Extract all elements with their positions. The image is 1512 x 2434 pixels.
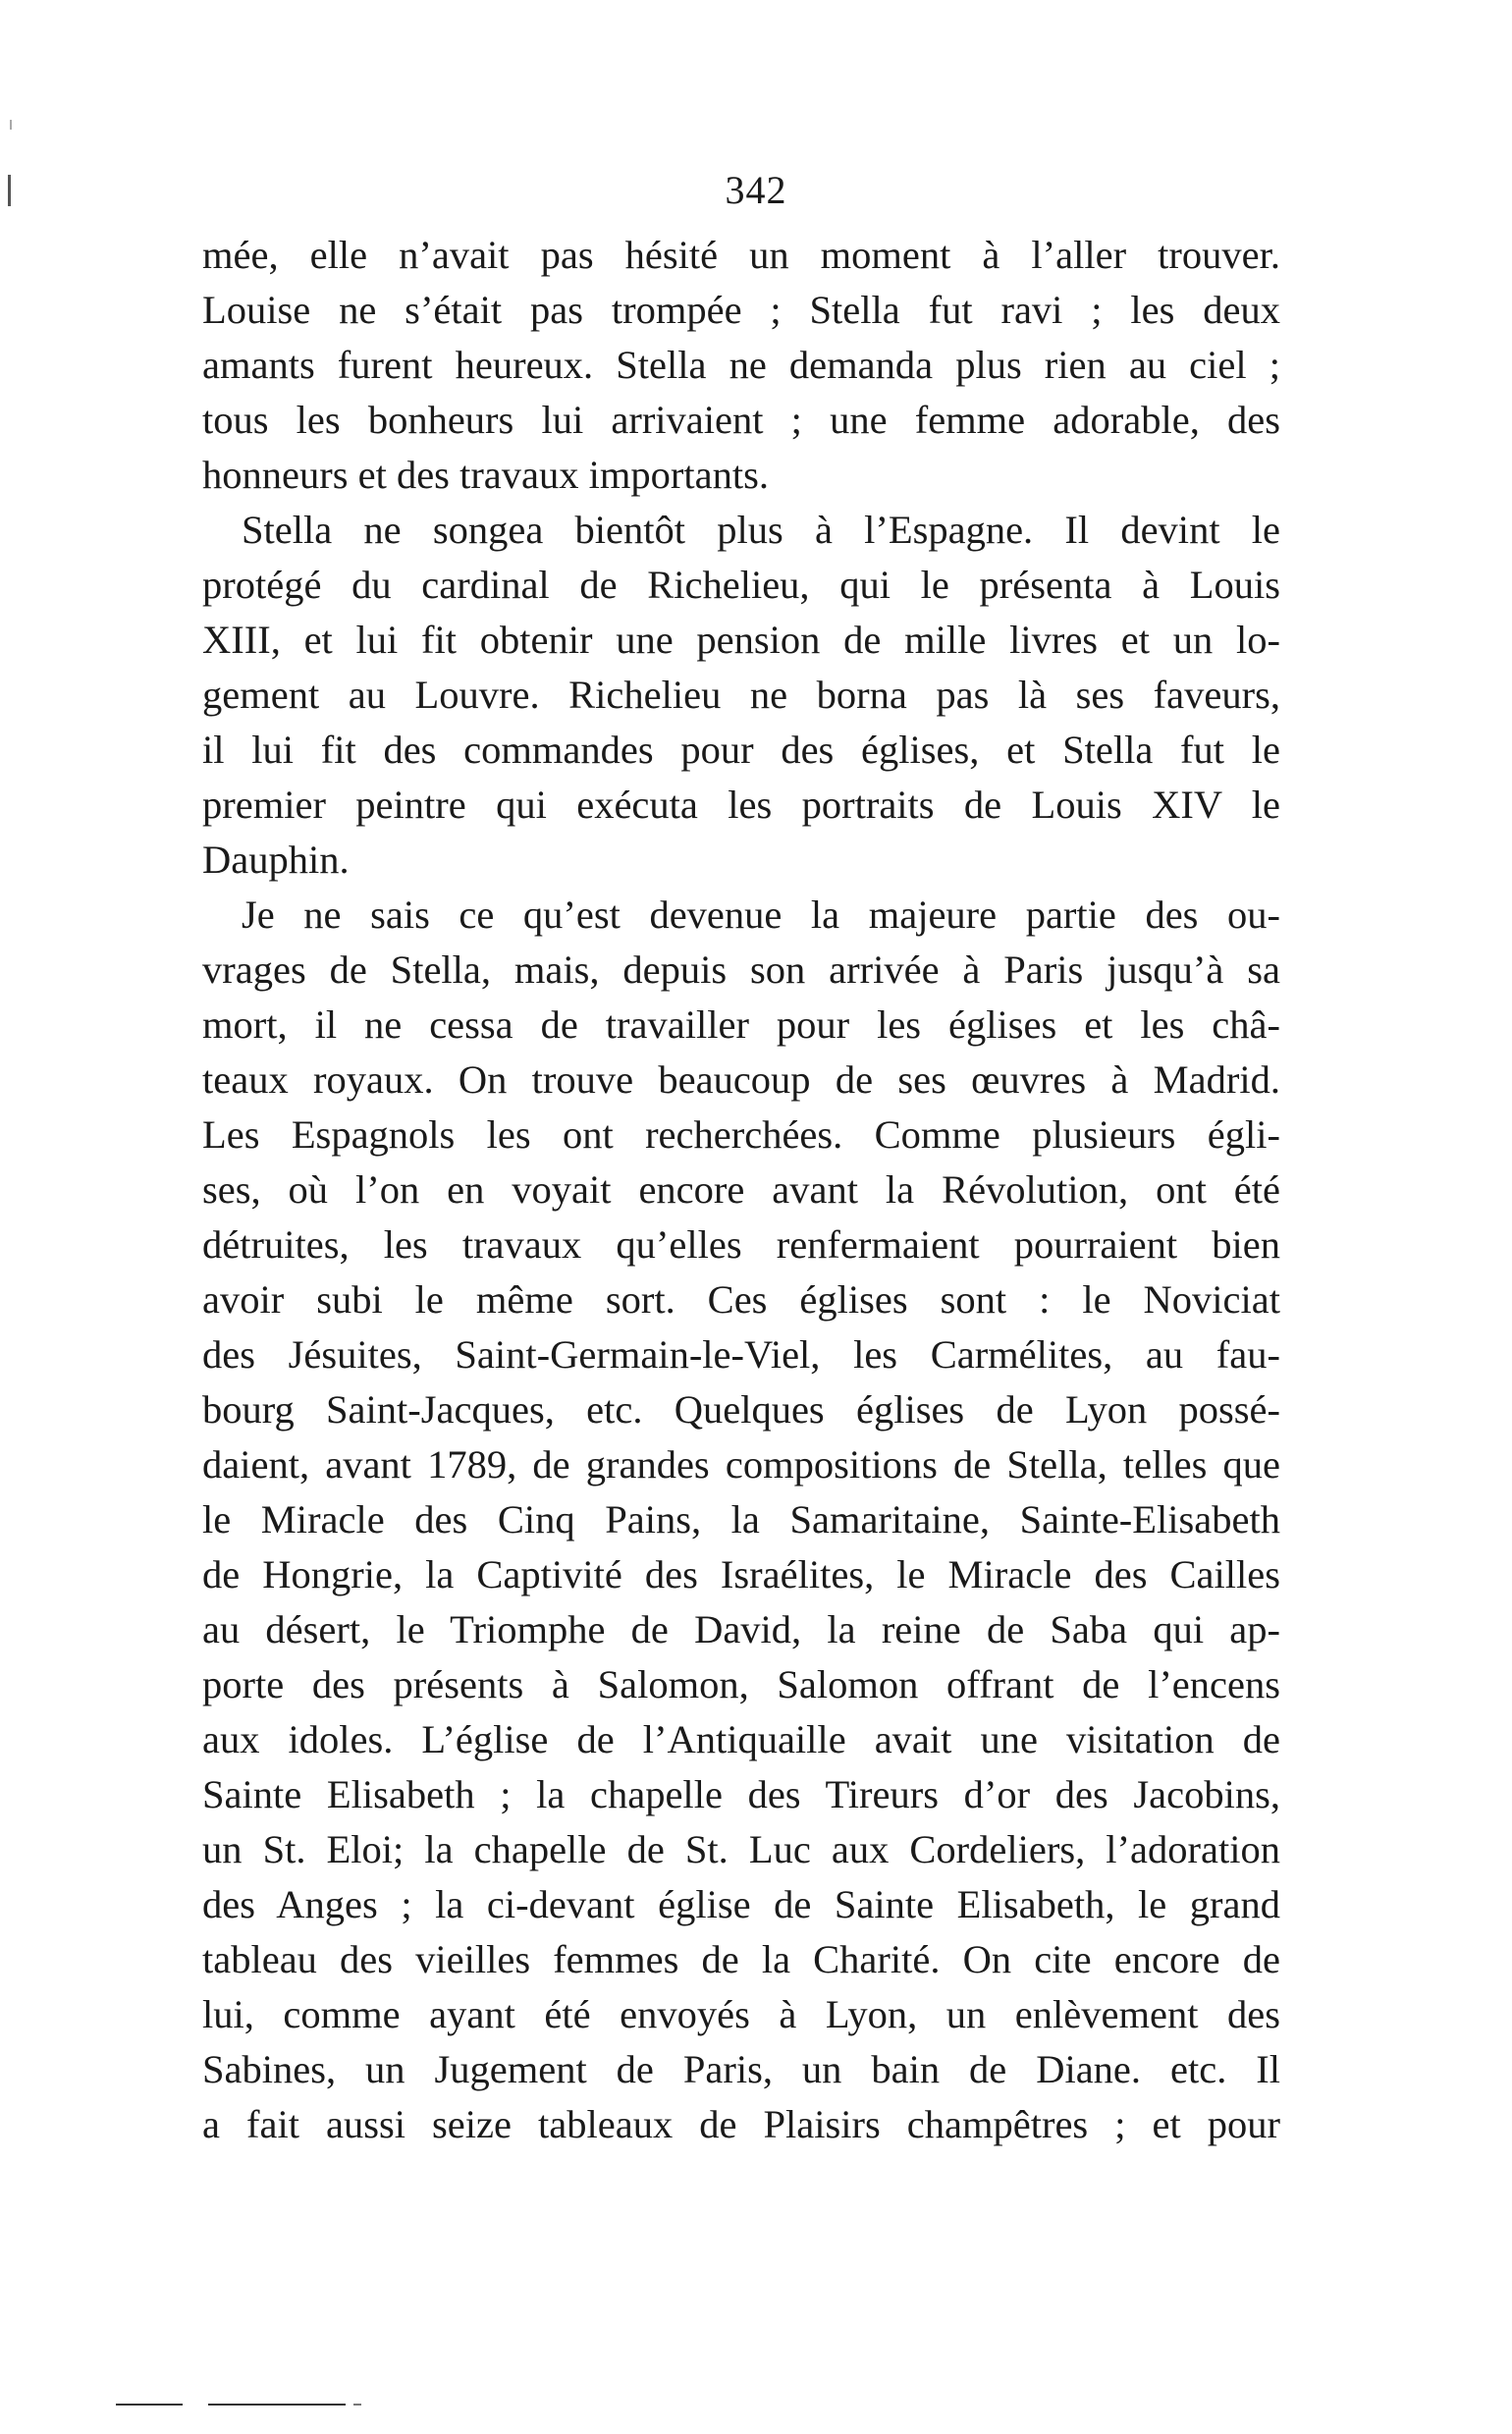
text-line: amants furent heureux. Stella ne demanda plus rien au ciel ;	[202, 343, 1280, 387]
text-line: porte des présents à Salomon, Salomon offrant de l’encens	[202, 1662, 1280, 1706]
text-line: un St. Eloi; la chapelle de St. Luc aux Cordeliers, l’adoration	[202, 1827, 1280, 1871]
text-line: Sainte Elisabeth ; la chapelle des Tireurs d’or des Jacobins,	[202, 1772, 1280, 1816]
footer-rule	[116, 2404, 183, 2406]
text-line: lui, comme ayant été envoyés à Lyon, un enlèvement des	[202, 1992, 1280, 2036]
text-line: a fait aussi seize tableaux de Plaisirs champêtres ; et pour	[202, 2102, 1280, 2146]
margin-mark	[10, 120, 12, 130]
footer-rule	[208, 2404, 346, 2406]
text-line: aux idoles. L’église de l’Antiquaille avait une visitation de	[202, 1717, 1280, 1761]
text-line: vrages de Stella, mais, depuis son arrivée à Paris jusqu’à sa	[202, 947, 1280, 992]
text-line: le Miracle des Cinq Pains, la Samaritaine, Sainte-Elisabeth	[202, 1497, 1280, 1542]
text-line: Dauphin.	[202, 838, 350, 882]
text-line: XIII, et lui fit obtenir une pension de mille livres et un lo-	[202, 618, 1280, 662]
text-line: Je ne sais ce qu’est devenue la majeure partie des ou-	[242, 892, 1280, 937]
text-line: de Hongrie, la Captivité des Israélites, le Miracle des Cailles	[202, 1552, 1280, 1596]
text-line: Les Espagnols les ont recherchées. Comme plusieurs égli-	[202, 1112, 1280, 1157]
page-number: 342	[725, 168, 787, 212]
text-line: tous les bonheurs lui arrivaient ; une femme adorable, des	[202, 398, 1280, 442]
text-line: au désert, le Triomphe de David, la reine de Saba qui ap-	[202, 1607, 1280, 1651]
text-line: des Jésuites, Saint-Germain-le-Viel, les Carmélites, au fau-	[202, 1332, 1280, 1377]
text-line: Sabines, un Jugement de Paris, un bain de Diane. etc. Il	[202, 2047, 1280, 2091]
text-line: mort, il ne cessa de travailler pour les églises et les châ-	[202, 1002, 1280, 1047]
text-line: Stella ne songea bientôt plus à l’Espagne. Il devint le	[242, 508, 1280, 552]
text-line: bourg Saint-Jacques, etc. Quelques églises de Lyon possé-	[202, 1387, 1280, 1432]
text-line: ses, où l’on en voyait encore avant la Révolution, ont été	[202, 1167, 1280, 1212]
text-line: avoir subi le même sort. Ces églises sont : le Noviciat	[202, 1277, 1280, 1322]
text-line: daient, avant 1789, de grandes compositions de Stella, telles que	[202, 1442, 1280, 1487]
footer-rule	[353, 2404, 361, 2406]
text-line: détruites, les travaux qu’elles renfermaient pourraient bien	[202, 1222, 1280, 1267]
text-line: teaux royaux. On trouve beaucoup de ses œuvres à Madrid.	[202, 1057, 1280, 1102]
text-line: Louise ne s’était pas trompée ; Stella fut ravi ; les deux	[202, 288, 1280, 332]
text-line: protégé du cardinal de Richelieu, qui le présenta à Louis	[202, 563, 1280, 607]
text-line: premier peintre qui exécuta les portraits de Louis XIV le	[202, 783, 1280, 827]
text-line: il lui fit des commandes pour des églises, et Stella fut le	[202, 728, 1280, 772]
text-line: gement au Louvre. Richelieu ne borna pas là ses faveurs,	[202, 673, 1280, 717]
body-text	[202, 228, 1280, 2152]
text-line: mée, elle n’avait pas hésité un moment à l’aller trouver.	[202, 233, 1280, 277]
text-line: tableau des vieilles femmes de la Charité. On cite encore de	[202, 1937, 1280, 1981]
text-line: des Anges ; la ci-devant église de Sainte Elisabeth, le grand	[202, 1882, 1280, 1926]
text-line: honneurs et des travaux importants.	[202, 453, 769, 497]
